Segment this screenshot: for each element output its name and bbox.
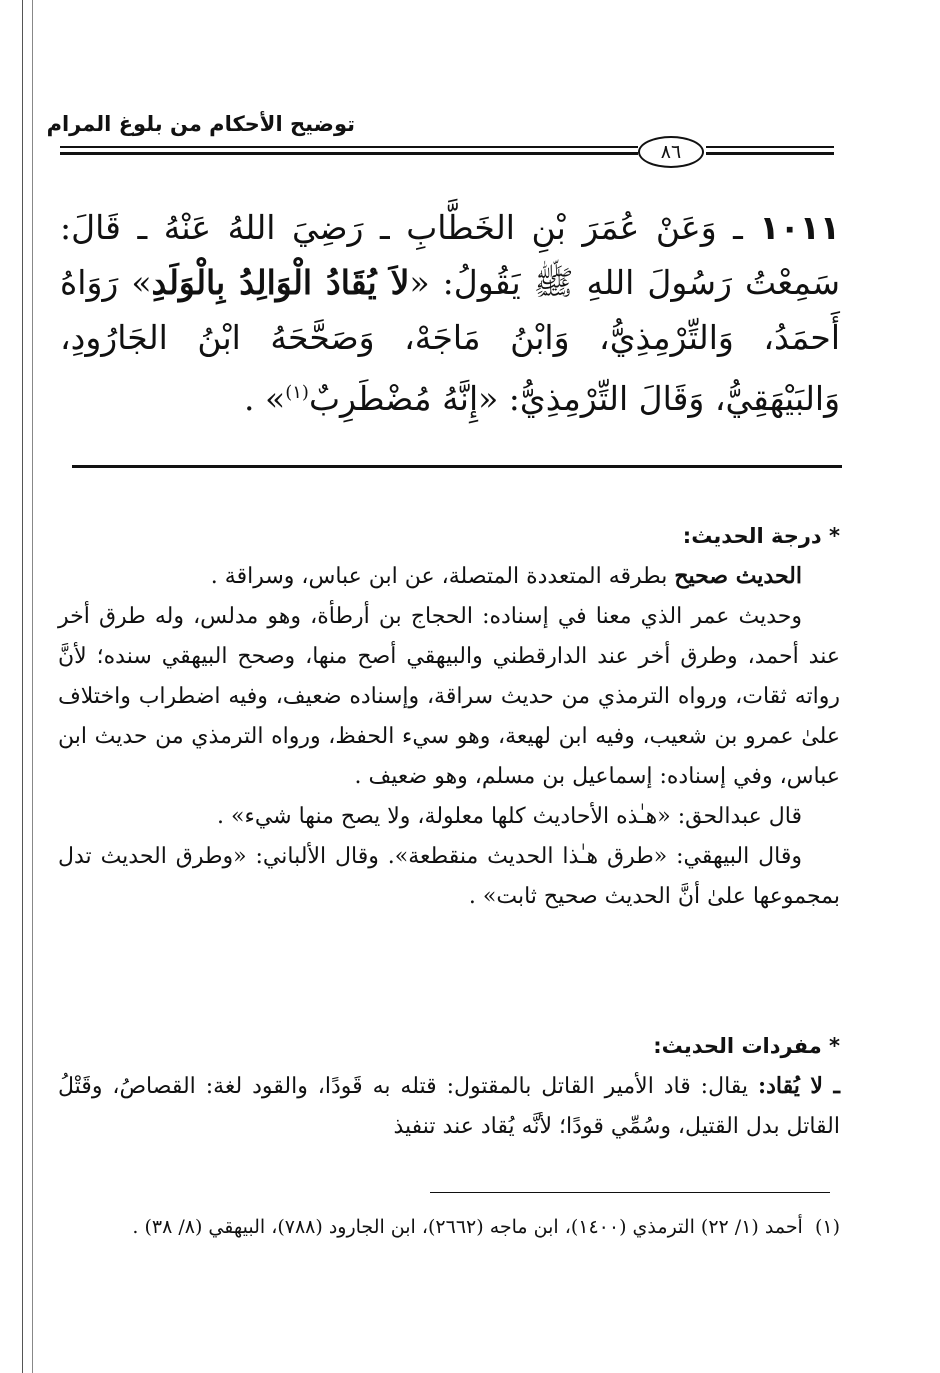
vocab-section — [58, 1026, 840, 1147]
hadith-chain: ـ وَعَنْ عُمَرَ بْنِ الخَطَّابِ ـ رَضِيَ اللهُ عَنْهُ ـ قَالَ: سَمِعْتُ رَسُولَ اللهِ ﷺ يَقُولُ: « — [60, 208, 840, 302]
vocab-term: ـ لا يُقاد: — [757, 1073, 840, 1099]
footnote — [58, 1210, 840, 1244]
footnote-text: أحمد (١/ ٢٢) الترمذي (١٤٠٠)، ابن ماجه (٢٦٦٢)، ابن الجارود (٧٨٨)، البيهقي (٨/ ٣٨) . — [132, 1216, 803, 1238]
grade-paragraph-2: وحديث عمر الذي معنا في إسناده: الحجاج بن أرطأة، وهو مدلس، وله طرق أخر عند أحمد، وطرق أخر عند الدارقطني والبيهقي أصح منها، وصحح البيهقي سنده؛ لأنَّ رواته ثقات، ورواه الترمذي من حديث سراقة، وإسناده ضعيف، وفيه اضطراب واختلاف علىٰ عمرو بن شعيب، وفيه ابن لهيعة، وهو سيء الحفظ، ورواه الترمذي من حديث ابن عباس، وفي إسناده: إسماعيل بن مسلم، وهو ضعيف . — [58, 604, 840, 789]
vocab-definition: يقال: قاد الأمير القاتل بالمقتول: قتله به قَودًا، والقود لغة: القصاصُ، وقَتْلُ القاتل بدل القتيل، وسُمِّي قودًا؛ لأنَّه يُقاد عند تنفيذ — [58, 1074, 840, 1139]
header-rule — [60, 146, 638, 148]
header-rule — [706, 152, 834, 155]
page-number: ٨٦ — [638, 136, 704, 168]
hadith-quote: لاَ يُقَادُ الْوَالِدُ بِالْوَلَدِ — [151, 263, 410, 302]
grade-paragraph-1 — [58, 556, 840, 597]
hadith-sources: » رَوَاهُ أَحمَدُ، وَالتِّرْمِذِيُّ، وَابْنُ مَاجَهْ، وَصَحَّحَهُ ابْنُ الجَارُودِ، وَالبَيْهَقِيُّ، وَقَالَ التِّرْمِذِيُّ: «إِنَّهُ مُضْطَرِبٌ — [60, 263, 840, 418]
page-edge-line — [22, 0, 23, 1373]
grade-section — [58, 516, 840, 917]
footnote-marker: (١) — [814, 1216, 840, 1238]
header-rule — [706, 146, 834, 148]
hadith-end: » . — [244, 379, 286, 418]
grade-heading: * درجة الحديث: — [682, 524, 840, 548]
footnote-divider — [430, 1192, 830, 1193]
footnote-reference: (١) — [285, 382, 309, 403]
vocab-heading: * مفردات الحديث: — [653, 1034, 840, 1058]
header-rule — [60, 152, 638, 155]
grade-paragraph-1-text: بطرقه المتعددة المتصلة، عن ابن عباس، وسراقة . — [210, 564, 675, 589]
running-title: توضيح الأحكام من بلوغ المرام — [46, 112, 355, 136]
hadith-number: ١٠١١ — [759, 208, 840, 247]
vocab-entry — [58, 1066, 840, 1147]
section-divider — [72, 465, 842, 468]
grade-paragraph-3: قال عبدالحق: «هـٰذه الأحاديث كلها معلولة، ولا يصح منها شيء» . — [217, 804, 802, 829]
grade-paragraph-4: وقال البيهقي: «طرق هـٰذا الحديث منقطعة». وقال الألباني: «وطرق الحديث تدل بمجموعها علىٰ أنَّ الحديث صحيح ثابت» . — [58, 844, 840, 909]
page-edge-line — [32, 0, 33, 1373]
hadith-text — [60, 200, 840, 426]
grade-lead: الحديث صحيح — [674, 563, 802, 589]
